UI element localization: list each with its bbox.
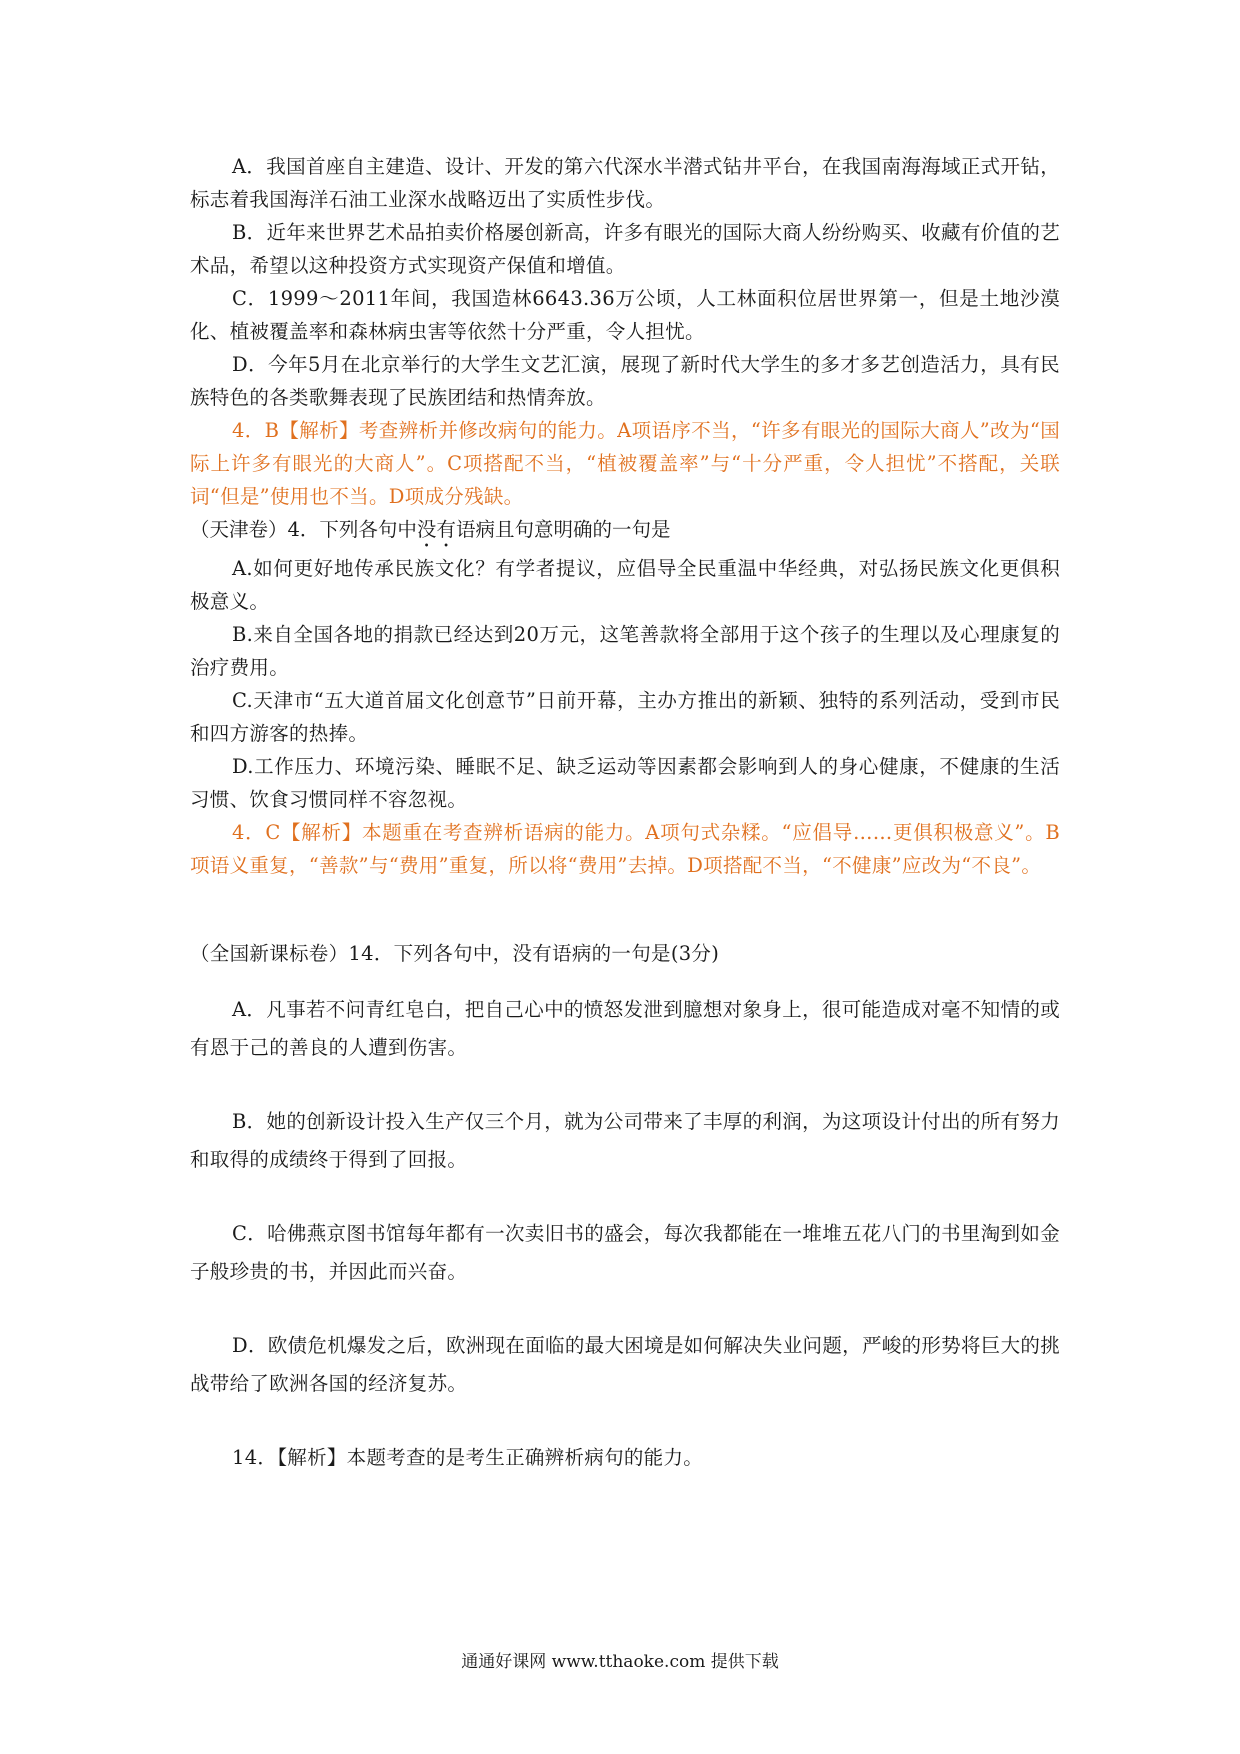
document-body [190,150,1060,882]
option-d: D．欧债危机爆发之后，欧洲现在面临的最大困境是如何解决失业问题，严峻的形势将巨大的挑战带给了欧洲各国的经济复苏。 [190,1334,1060,1395]
option-c: C．1999～2011年间，我国造林6643.36万公顷，人工林面积位居世界第一，但是土地沙漠化、植被覆盖率和森林病虫害等依然十分严重，令人担忧。 [190,287,1060,343]
option-d: D.工作压力、环境污染、睡眠不足、缺乏运动等因素都会影响到人的身心健康，不健康的生活习惯、饮食习惯同样不容忽视。 [190,755,1060,811]
option-b: B．她的创新设计投入生产仅三个月，就为公司带来了丰厚的利润，为这项设计付出的所有努力和取得的成绩终于得到了回报。 [190,1110,1060,1171]
answer-explanation: 4．C【解析】本题重在考查辨析语病的能力。A项句式杂糅。“应倡导……更俱积极意义”。B项语义重复，“善款”与“费用”重复，所以将“费用”去掉。D项搭配不当，“不健康”应改为“不良”。 [190,821,1060,877]
option-d: D．今年5月在北京举行的大学生文艺汇演，展现了新时代大学生的多才多艺创造活力，具有民族特色的各类歌舞表现了民族团结和热情奔放。 [190,353,1060,409]
heading-emphasis: 没有 [416,518,456,541]
option-b: B．近年来世界艺术品拍卖价格屡创新高，许多有眼光的国际大商人纷纷购买、收藏有价值的艺术品，希望以这种投资方式实现资产保值和增值。 [190,221,1060,277]
question-heading [190,513,1060,552]
option-c: C．哈佛燕京图书馆每年都有一次卖旧书的盛会，每次我都能在一堆堆五花八门的书里淘到如金子般珍贵的书，并因此而兴奋。 [190,1222,1060,1283]
page-footer: 通通好课网 www.tthaoke.com 提供下载 [461,1652,779,1672]
question-heading: （全国新课标卷）14．下列各句中，没有语病的一句是(3分) [190,942,720,965]
answer-explanation: 14．【解析】本题考查的是考生正确辨析病句的能力。 [232,1446,704,1469]
heading-prefix: （天津卷）4．下列各句中 [190,518,417,541]
heading-suffix: 语病且句意明确的一句是 [455,518,671,541]
option-a: A．我国首座自主建造、设计、开发的第六代深水半潜式钻井平台，在我国南海海域正式开钻，标志着我国海洋石油工业深水战略迈出了实质性步伐。 [190,155,1060,211]
option-a: A.如何更好地传承民族文化？有学者提议，应倡导全民重温中华经典，对弘扬民族文化更俱积极意义。 [190,557,1060,613]
option-b: B.来自全国各地的捐款已经达到20万元，这笔善款将全部用于这个孩子的生理以及心理康复的治疗费用。 [190,623,1060,679]
option-c: C.天津市“五大道首届文化创意节”日前开幕，主办方推出的新颖、独特的系列活动，受到市民和四方游客的热捧。 [190,689,1060,745]
question-14-block [190,935,1060,1477]
option-a: A．凡事若不问青红皂白，把自己心中的愤怒发泄到臆想对象身上，很可能造成对毫不知情的或有恩于己的善良的人遭到伤害。 [190,998,1060,1059]
answer-explanation: 4．B【解析】考查辨析并修改病句的能力。A项语序不当，“许多有眼光的国际大商人”改为“国际上许多有眼光的大商人”。C项搭配不当，“植被覆盖率”与“十分严重，令人担忧”不搭配，关联词“但是”使用也不当。D项成分残缺。 [190,419,1060,508]
